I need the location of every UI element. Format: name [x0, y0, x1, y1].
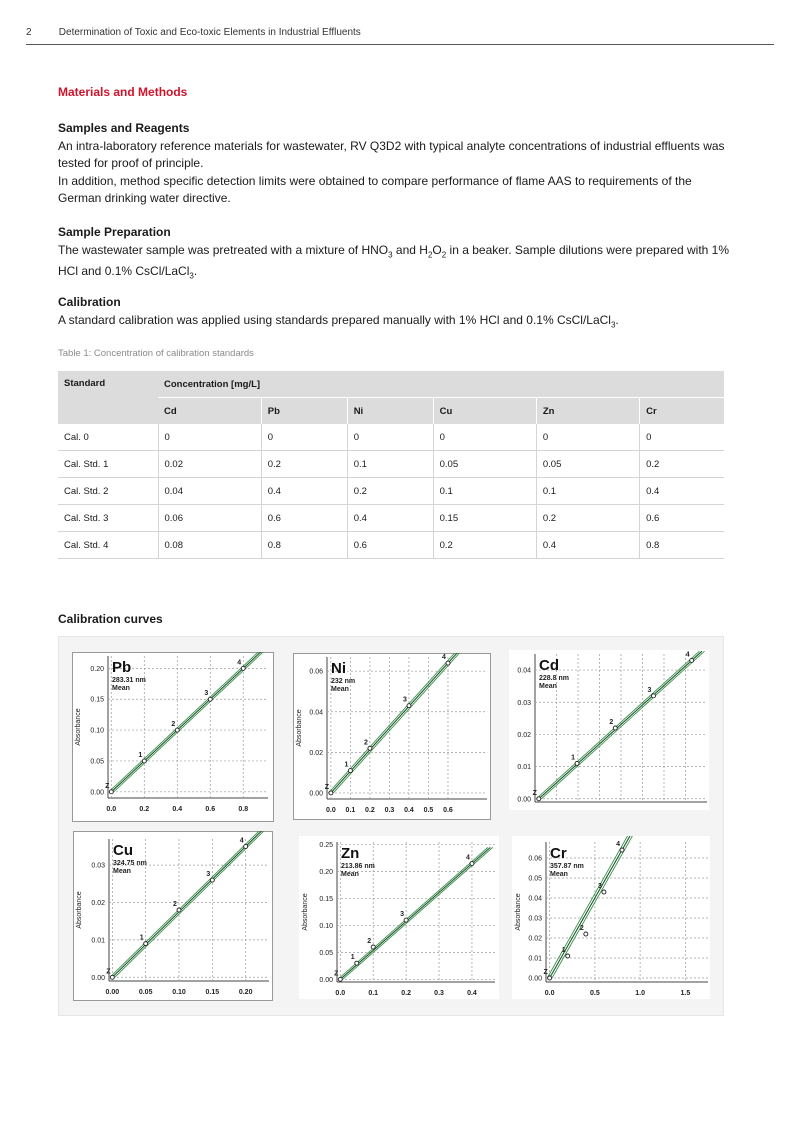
data-point	[110, 975, 114, 979]
chart-zn	[299, 836, 499, 999]
point-label: 1	[350, 954, 355, 962]
prep-text-4: in a beaker. Sample dilutions were prepared with 1% HCl and 0.1% CsCl/LaCl	[58, 242, 730, 279]
y-tick-label: 0.20	[90, 665, 104, 673]
chart-title: Ni	[331, 660, 346, 677]
prep-paragraph	[58, 242, 738, 286]
point-label: 2	[363, 739, 368, 747]
x-tick-label: 0.1	[345, 807, 356, 814]
calib-text-2: .	[615, 312, 619, 327]
y-tick-label: 0.01	[528, 955, 542, 963]
y-tick-label: 0.03	[517, 699, 531, 707]
y-tick-label: 0.04	[528, 895, 542, 903]
x-tick-label: 0.4	[467, 990, 477, 997]
table-caption: Table 1: Concentration of calibration standards	[58, 348, 254, 359]
point-label: 2	[579, 925, 584, 932]
y-tick-label: 0.02	[91, 900, 105, 908]
data-point	[548, 976, 552, 980]
x-tick-label: 0.15	[205, 989, 220, 996]
point-label: Z	[532, 789, 537, 797]
y-tick-label: 0.02	[528, 935, 542, 943]
col-element: Cd	[158, 398, 261, 425]
y-tick-label: 0.10	[319, 922, 333, 930]
mode-label: Mean	[550, 871, 568, 878]
y-tick-label: 0.15	[319, 896, 333, 904]
prep-section	[58, 224, 738, 285]
cell: 0	[640, 424, 724, 451]
point-label: 4	[685, 651, 690, 659]
data-point	[407, 704, 411, 708]
point-label: Z	[543, 969, 548, 976]
prep-sub-4: 3	[189, 271, 194, 281]
data-point	[371, 945, 375, 949]
prep-text-3: O	[432, 242, 442, 257]
cell: 0.06	[158, 505, 261, 532]
mode-label: Mean	[539, 683, 557, 690]
running-header	[26, 27, 361, 38]
x-tick-label: 0.4	[404, 807, 414, 814]
wavelength-label: 283.31 nm	[112, 677, 146, 684]
y-tick-label: 0.05	[319, 949, 333, 957]
data-point	[613, 726, 617, 730]
table-row	[58, 532, 724, 559]
wavelength-label: 213.86 nm	[341, 863, 375, 870]
cell: 0.4	[261, 478, 347, 505]
table-row	[58, 478, 724, 505]
data-point	[348, 769, 352, 773]
col-standard: Standard	[58, 371, 158, 424]
data-point	[575, 761, 579, 765]
y-tick-label: 0.00	[91, 974, 105, 982]
point-label: Z	[334, 970, 339, 978]
y-tick-label: 0.03	[91, 862, 105, 870]
data-point	[241, 666, 245, 670]
y-axis-label: Absorbance	[515, 893, 522, 931]
y-tick-label: 0.00	[309, 790, 323, 798]
cell: 0.1	[536, 478, 639, 505]
cell: 0	[536, 424, 639, 451]
y-tick-label: 0.06	[309, 668, 323, 676]
y-tick-label: 0.10	[90, 727, 104, 735]
point-label: 4	[237, 659, 242, 667]
data-point	[470, 862, 474, 866]
x-tick-label: 0.1	[368, 990, 379, 997]
wavelength-label: 228.8 nm	[539, 675, 569, 682]
cell: 0.6	[261, 505, 347, 532]
point-label: 3	[402, 696, 407, 704]
col-element: Ni	[347, 398, 433, 425]
row-name: Cal. Std. 2	[58, 478, 158, 505]
prep-sub-2: 2	[427, 249, 433, 259]
point-label: 3	[206, 871, 211, 879]
x-tick-label: 0.10	[172, 989, 186, 996]
x-tick-label: 1.0	[635, 990, 645, 997]
cell: 0	[347, 424, 433, 451]
chart-pb	[72, 652, 274, 822]
wavelength-label: 324.75 nm	[113, 860, 147, 867]
point-label: 2	[171, 721, 176, 729]
point-label: 2	[367, 938, 372, 945]
point-label: Z	[106, 968, 111, 976]
cell: 0.05	[433, 451, 536, 478]
data-point	[208, 697, 212, 701]
data-point	[244, 844, 248, 848]
cell: 0.4	[640, 478, 724, 505]
cell: 0	[158, 424, 261, 451]
y-tick-label: 0.00	[528, 975, 542, 983]
wavelength-label: 232 nm	[331, 678, 356, 685]
chart-title: Cd	[539, 657, 559, 674]
data-point	[109, 790, 113, 794]
running-title: Determination of Toxic and Eco-toxic Elements in Industrial Effluents	[58, 27, 361, 38]
prep-text-1: The wastewater sample was pretreated with a mixture of HNO	[58, 242, 389, 257]
header-rule	[26, 44, 774, 45]
calibration-table	[58, 371, 724, 559]
table-row	[58, 451, 724, 478]
col-concentration: Concentration [mg/L]	[158, 371, 724, 398]
x-tick-label: 0.2	[401, 990, 411, 997]
x-tick-label: 0.0	[326, 807, 336, 814]
data-point	[329, 791, 333, 795]
y-tick-label: 0.00	[517, 796, 531, 804]
y-tick-label: 0.03	[528, 915, 542, 923]
point-label: 1	[571, 754, 575, 762]
y-tick-label: 0.05	[90, 758, 104, 766]
mode-label: Mean	[331, 686, 349, 693]
cell: 0.8	[261, 532, 347, 559]
prep-heading: Sample Preparation	[58, 225, 171, 239]
point-label: 1	[344, 761, 349, 769]
table-row	[58, 424, 724, 451]
point-label: 3	[400, 911, 405, 919]
y-axis-label: Absorbance	[302, 893, 309, 931]
mode-label: Mean	[112, 685, 130, 692]
y-tick-label: 0.20	[319, 869, 333, 877]
cell: 0.2	[261, 451, 347, 478]
calib-text-1: A standard calibration was applied using standards prepared manually with 1% HCl and 0.1% CsCl/LaCl	[58, 312, 611, 327]
point-label: 1	[138, 751, 143, 759]
cell: 0.6	[347, 532, 433, 559]
data-point	[690, 658, 694, 662]
prep-text-2: and H	[392, 242, 428, 257]
cell: 0.15	[433, 505, 536, 532]
cell: 0.2	[347, 478, 433, 505]
x-tick-label: 0.05	[138, 989, 153, 996]
samples-heading: Samples and Reagents	[58, 121, 190, 135]
chart-ni	[293, 653, 491, 820]
data-point	[566, 954, 570, 958]
calibration-heading: Calibration	[58, 295, 121, 309]
y-tick-label: 0.06	[528, 855, 542, 863]
x-tick-label: 0.00	[105, 989, 120, 996]
y-tick-label: 0.02	[517, 731, 531, 739]
col-element: Zn	[536, 398, 639, 425]
row-name: Cal. 0	[58, 424, 158, 451]
data-point	[355, 961, 359, 965]
table-header-row	[58, 371, 724, 398]
x-tick-label: 0.20	[238, 989, 253, 996]
prep-sub-1: 3	[388, 249, 393, 259]
point-label: 2	[173, 901, 177, 908]
y-axis-label: Absorbance	[75, 708, 82, 746]
row-name: Cal. Std. 4	[58, 532, 158, 559]
chart-title: Cu	[113, 842, 133, 859]
data-point	[368, 746, 372, 750]
y-tick-label: 0.05	[528, 875, 542, 883]
section-title: Materials and Methods	[58, 85, 188, 99]
point-label: 4	[616, 841, 620, 848]
data-point	[620, 848, 624, 852]
x-tick-label: 1.5	[680, 990, 691, 997]
prep-text-5: .	[193, 264, 198, 279]
y-axis-label: Absorbance	[296, 709, 303, 747]
point-label: 4	[239, 837, 244, 845]
x-tick-label: 0.0	[544, 990, 555, 997]
cell: 0.05	[536, 451, 639, 478]
x-tick-label: 0.8	[238, 806, 249, 813]
y-tick-label: 0.01	[91, 937, 105, 945]
cell: 0.1	[347, 451, 433, 478]
x-tick-label: 0.0	[106, 806, 117, 813]
data-point	[651, 694, 655, 698]
cell: 0.8	[640, 532, 724, 559]
y-tick-label: 0.04	[309, 709, 323, 717]
row-name: Cal. Std. 1	[58, 451, 158, 478]
point-label: 1	[139, 934, 144, 942]
table-row	[58, 505, 724, 532]
data-point	[537, 797, 541, 801]
samples-paragraph-1: An intra-laboratory reference materials for wastewater, RV Q3D2 with typical analyte concentrations of industrial effluents was tested for proof of principle.	[58, 138, 725, 170]
data-point	[142, 759, 146, 763]
data-point	[177, 908, 181, 912]
point-label: 3	[597, 883, 602, 890]
x-tick-label: 0.0	[335, 990, 346, 997]
cell: 0.6	[640, 505, 724, 532]
table-subheader-row	[58, 398, 724, 425]
page-number: 2	[26, 27, 32, 38]
point-label: 3	[204, 690, 209, 698]
point-label: 1	[561, 947, 566, 954]
cell: 0	[433, 424, 536, 451]
x-tick-label: 0.6	[443, 807, 453, 814]
chart-cr	[512, 836, 710, 999]
cell: 0.2	[433, 532, 536, 559]
chart-cd	[509, 650, 709, 810]
chart-frame	[294, 654, 491, 820]
cell: 0.04	[158, 478, 261, 505]
cell: 0	[261, 424, 347, 451]
data-point	[584, 932, 588, 936]
cell: 0.4	[536, 532, 639, 559]
point-label: 3	[647, 686, 652, 694]
data-point	[144, 942, 148, 946]
x-tick-label: 0.4	[172, 806, 183, 813]
data-point	[338, 977, 342, 981]
wavelength-label: 357.87 nm	[550, 863, 584, 870]
calibration-paragraph	[58, 312, 738, 334]
cell: 0.02	[158, 451, 261, 478]
col-element: Cu	[433, 398, 536, 425]
y-tick-label: 0.02	[309, 749, 323, 757]
chart-title: Pb	[112, 659, 132, 676]
chart-title: Zn	[341, 845, 360, 862]
col-element: Pb	[261, 398, 347, 425]
y-axis-label: Absorbance	[76, 891, 83, 929]
chart-cu	[73, 831, 273, 1001]
data-point	[210, 878, 214, 882]
x-tick-label: 0.6	[205, 806, 216, 813]
mode-label: Mean	[113, 868, 131, 875]
samples-paragraph-2: In addition, method specific detection limits were obtained to compare performance of flame AAS to requirements of the German drinking water directive.	[58, 173, 692, 205]
point-label: Z	[105, 782, 110, 790]
point-label: Z	[324, 783, 330, 791]
calibration-section	[58, 294, 738, 333]
point-label: 4	[442, 654, 446, 662]
y-tick-label: 0.00	[319, 976, 333, 984]
y-tick-label: 0.15	[90, 696, 104, 704]
x-tick-label: 0.2	[365, 807, 375, 814]
col-element: Cr	[640, 398, 724, 425]
row-name: Cal. Std. 3	[58, 505, 158, 532]
cell: 0.08	[158, 532, 261, 559]
y-tick-label: 0.04	[517, 667, 531, 675]
point-label: 2	[609, 719, 614, 726]
x-tick-label: 0.3	[434, 990, 444, 997]
mode-label: Mean	[341, 871, 359, 878]
data-point	[446, 661, 450, 665]
x-tick-label: 0.5	[423, 807, 434, 814]
point-label: 4	[466, 854, 470, 862]
samples-section	[58, 120, 738, 208]
cell: 0.2	[640, 451, 724, 478]
calibration-curves-title: Calibration curves	[58, 612, 163, 626]
y-tick-label: 0.00	[90, 789, 104, 797]
data-point	[175, 728, 179, 732]
data-point	[602, 890, 606, 894]
y-tick-label: 0.01	[517, 764, 531, 772]
x-tick-label: 0.5	[590, 990, 600, 997]
y-tick-label: 0.25	[319, 842, 333, 850]
x-tick-label: 0.2	[139, 806, 150, 813]
prep-sub-3: 2	[441, 249, 447, 259]
data-point	[404, 918, 408, 922]
calib-sub-1: 3	[610, 319, 616, 329]
cell: 0.1	[433, 478, 536, 505]
x-tick-label: 0.3	[384, 807, 395, 814]
cell: 0.4	[347, 505, 433, 532]
chart-title: Cr	[550, 845, 567, 862]
cell: 0.2	[536, 505, 639, 532]
